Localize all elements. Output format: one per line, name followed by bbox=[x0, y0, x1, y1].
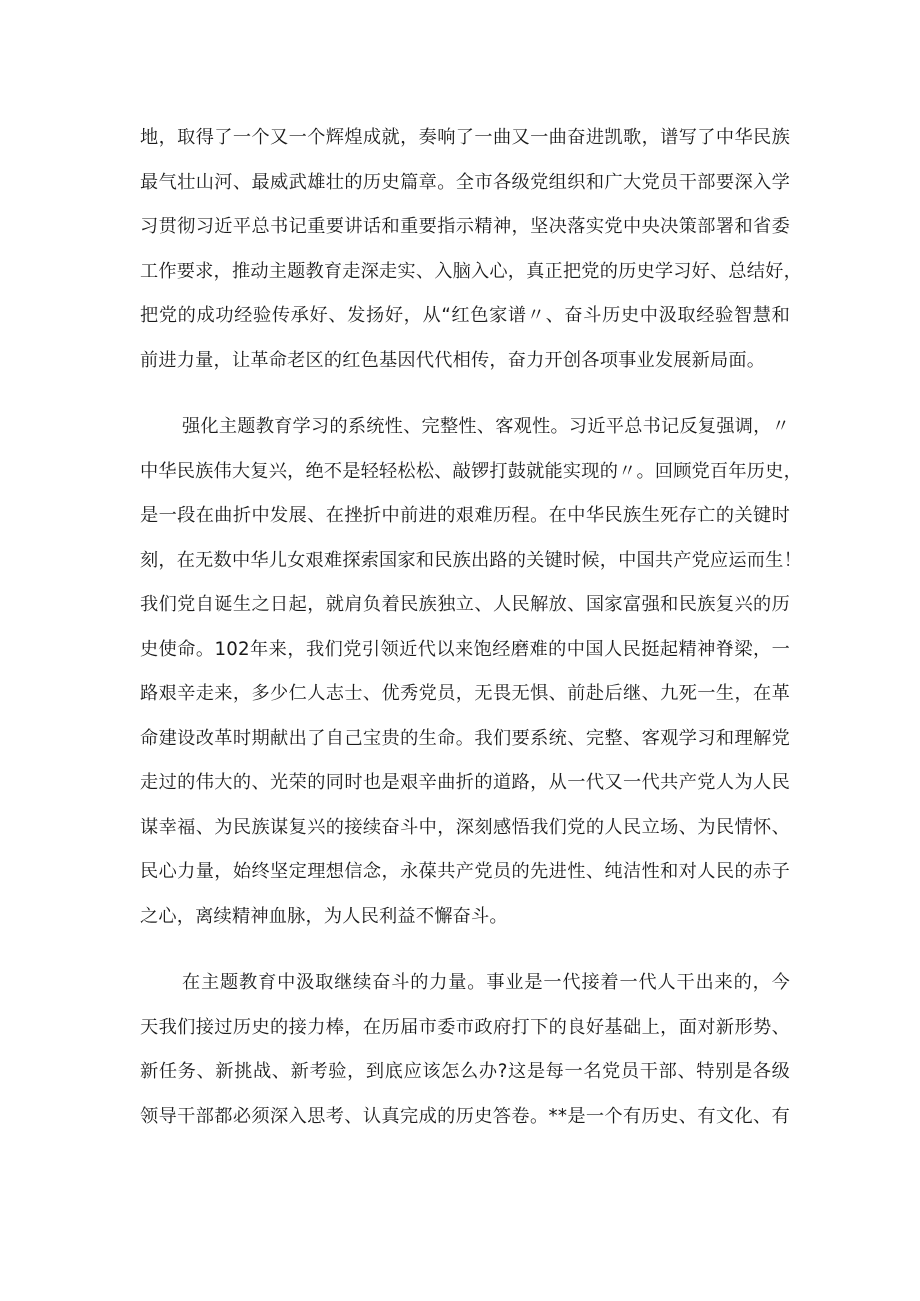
paragraph-2-line-6: 史使命。102年来，我们党引领近代以来饱经磨难的中国人民挺起精神脊梁，一 bbox=[140, 639, 790, 660]
paragraph-1-line-3: 习贯彻习近平总书记重要讲话和重要指示精神，坚决落实党中央决策部署和省委 bbox=[140, 216, 790, 237]
paragraph-3-line-3: 新任务、新挑战、新考验，到底应该怎么办?这是每一名党员干部、特别是各级 bbox=[140, 1061, 790, 1082]
paragraph-3-line-1: 在主题教育中汲取继续奋斗的力量。事业是一代接着一代人干出来的，今 bbox=[182, 972, 790, 993]
paragraph-1-line-5: 把党的成功经验传承好、发扬好，从“红色家谱〃、奋斗历史中汲取经验智慧和 bbox=[140, 305, 790, 326]
paragraph-2-line-12: 之心，离续精神血脉，为人民利益不懈奋斗。 bbox=[140, 906, 508, 927]
paragraph-2-line-11: 民心力量，始终坚定理想信念，永葆共产党员的先进性、纯洁性和对人民的赤子 bbox=[140, 861, 790, 882]
paragraph-3-line-4: 领导干部都必须深入思考、认真完成的历史答卷。**是一个有历史、有文化、有 bbox=[140, 1106, 790, 1127]
paragraph-2-line-7: 路艰辛走来，多少仁人志士、优秀党员，无畏无惧、前赴后继、九死一生，在革 bbox=[140, 683, 790, 704]
paragraph-2-line-2: 中华民族伟大复兴，绝不是轻轻松松、敲锣打鼓就能实现的〃。回顾党百年历史， bbox=[140, 461, 802, 482]
paragraph-1-line-1: 地，取得了一个又一个辉煌成就，奏响了一曲又一曲奋进凯歌，谱写了中华民族 bbox=[140, 127, 790, 148]
paragraph-2-line-9: 走过的伟大的、光荣的同时也是艰辛曲折的道路，从一代又一代共产党人为人民 bbox=[140, 772, 790, 793]
paragraph-2-line-3: 是一段在曲折中发展、在挫折中前进的艰难历程。在中华民族生死存亡的关键时 bbox=[140, 505, 790, 526]
paragraph-1-line-4: 工作要求，推动主题教育走深走实、入脑入心，真正把党的历史学习好、总结好， bbox=[140, 261, 802, 282]
paragraph-1-line-6: 前进力量，让革命老区的红色基因代代相传，奋力开创各项事业发展新局面。 bbox=[140, 350, 766, 371]
paragraph-2-line-10: 谋幸福、为民族谋复兴的接续奋斗中，深刻感悟我们党的人民立场、为民情怀、 bbox=[140, 817, 790, 838]
paragraph-1-line-2: 最气壮山河、最威武雄壮的历史篇章。全市各级党组织和广大党员干部要深入学 bbox=[140, 172, 790, 193]
paragraph-2-line-4: 刻，在无数中华儿女艰难探索国家和民族出路的关键时候，中国共产党应运而生！ bbox=[140, 550, 802, 571]
paragraph-2-line-5: 我们党自诞生之日起，就肩负着民族独立、人民解放、国家富强和民族复兴的历 bbox=[140, 594, 790, 615]
paragraph-2-line-8: 命建设改革时期献出了自己宝贵的生命。我们要系统、完整、客观学习和理解党 bbox=[140, 728, 790, 749]
paragraph-3-line-2: 天我们接过历史的接力棒，在历届市委市政府打下的良好基础上，面对新形势、 bbox=[140, 1017, 790, 1038]
paragraph-2-line-1: 强化主题教育学习的系统性、完整性、客观性。习近平总书记反复强调，〃 bbox=[182, 416, 790, 437]
